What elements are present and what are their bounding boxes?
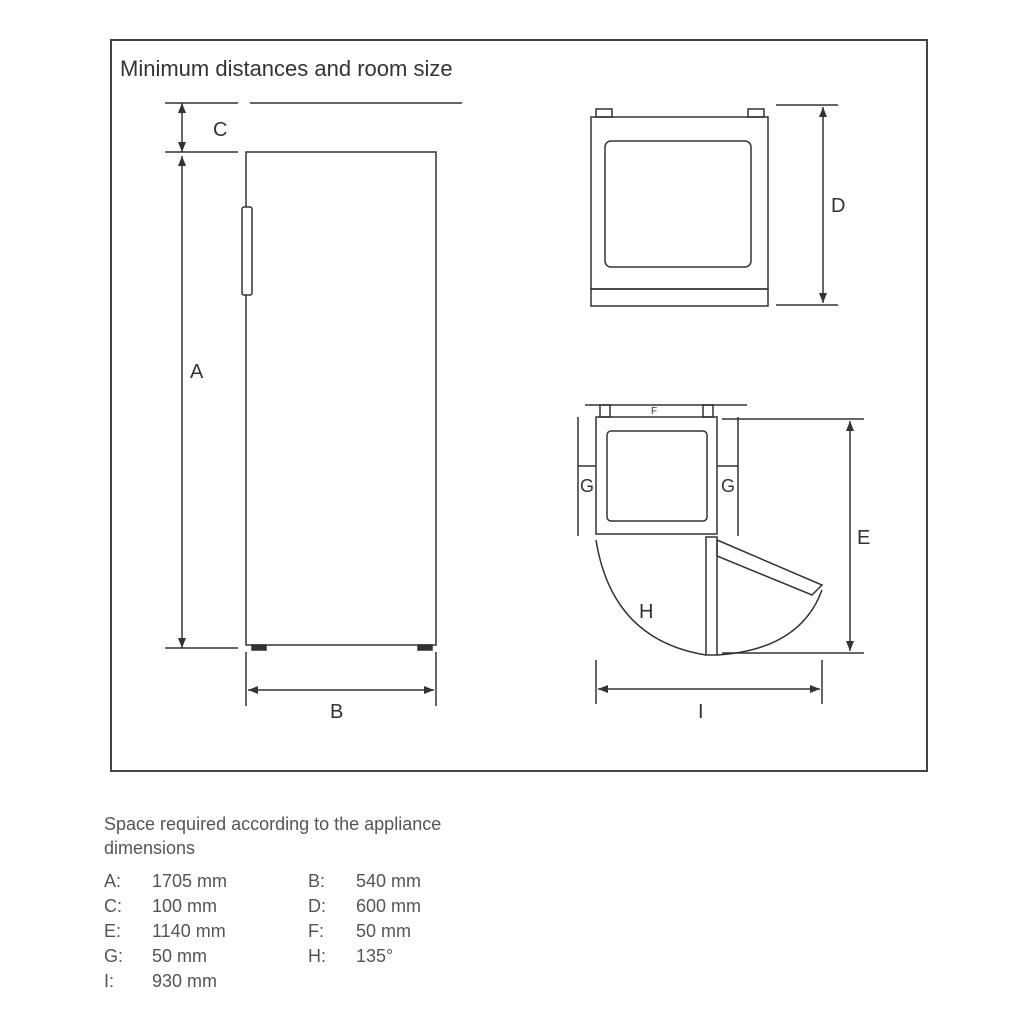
label-i: I (698, 701, 704, 723)
label-e: E (857, 527, 871, 549)
fridge-handle (242, 207, 252, 295)
plan-view (578, 405, 864, 704)
plan-body (596, 417, 717, 534)
plan-view-arrows (598, 421, 854, 693)
spec-row-d (308, 896, 421, 917)
label-a: A (190, 361, 204, 383)
label-c: C (213, 119, 228, 141)
specs-caption: Space required according to the appliance dimensions (104, 814, 442, 858)
spacer-right (703, 405, 713, 417)
spec-key: I: (104, 971, 115, 991)
spec-key: A: (104, 871, 122, 891)
spec-key: G: (104, 946, 124, 966)
diagram-frame (111, 40, 927, 771)
spec-row-h (308, 946, 393, 967)
top-view-body (591, 117, 768, 289)
spec-value: 1705 mm (152, 871, 228, 891)
door-open-swing (717, 540, 822, 595)
fridge-foot-left (252, 645, 266, 650)
spec-value: 100 mm (152, 896, 218, 916)
spec-row-g (104, 946, 207, 967)
fridge-body (246, 152, 436, 645)
top-view-spacer-right (748, 109, 764, 117)
label-h: H (639, 601, 654, 623)
spec-value: 600 mm (356, 896, 422, 916)
spec-row-f (308, 921, 411, 942)
spacer-left (600, 405, 610, 417)
top-view-inner (605, 141, 751, 267)
fridge-foot-right (418, 645, 432, 650)
spec-value: 930 mm (152, 971, 218, 991)
spec-value: 135° (356, 946, 394, 966)
spec-row-b (308, 871, 421, 892)
spec-value: 1140 mm (152, 921, 226, 941)
top-view-spacer-left (596, 109, 612, 117)
spec-value: 540 mm (356, 871, 422, 891)
door-open-left (706, 537, 717, 655)
spec-key: H: (308, 946, 326, 966)
label-f: F (651, 406, 658, 417)
spec-key: F: (308, 921, 324, 941)
label-g-left: G (580, 476, 595, 496)
spec-key: B: (308, 871, 326, 891)
top-view-door (591, 289, 768, 306)
spec-row-c (104, 896, 217, 917)
spec-key: E: (104, 921, 122, 941)
spec-key: C: (104, 896, 122, 916)
spec-row-i (104, 971, 217, 992)
spec-value: 50 mm (356, 921, 412, 941)
top-view (591, 105, 838, 306)
diagram-title: Minimum distances and room size (120, 56, 453, 81)
front-view (165, 103, 462, 706)
spec-row-e (104, 921, 226, 942)
spec-value: 50 mm (152, 946, 208, 966)
front-view-arrows (178, 103, 434, 694)
label-b: B (330, 701, 344, 723)
label-g-right: G (721, 476, 736, 496)
label-d: D (831, 195, 846, 217)
spec-key: D: (308, 896, 326, 916)
plan-inner (607, 431, 707, 521)
swing-arc-right (717, 590, 822, 655)
spec-row-a (104, 871, 227, 892)
swing-arc-left (596, 540, 706, 655)
